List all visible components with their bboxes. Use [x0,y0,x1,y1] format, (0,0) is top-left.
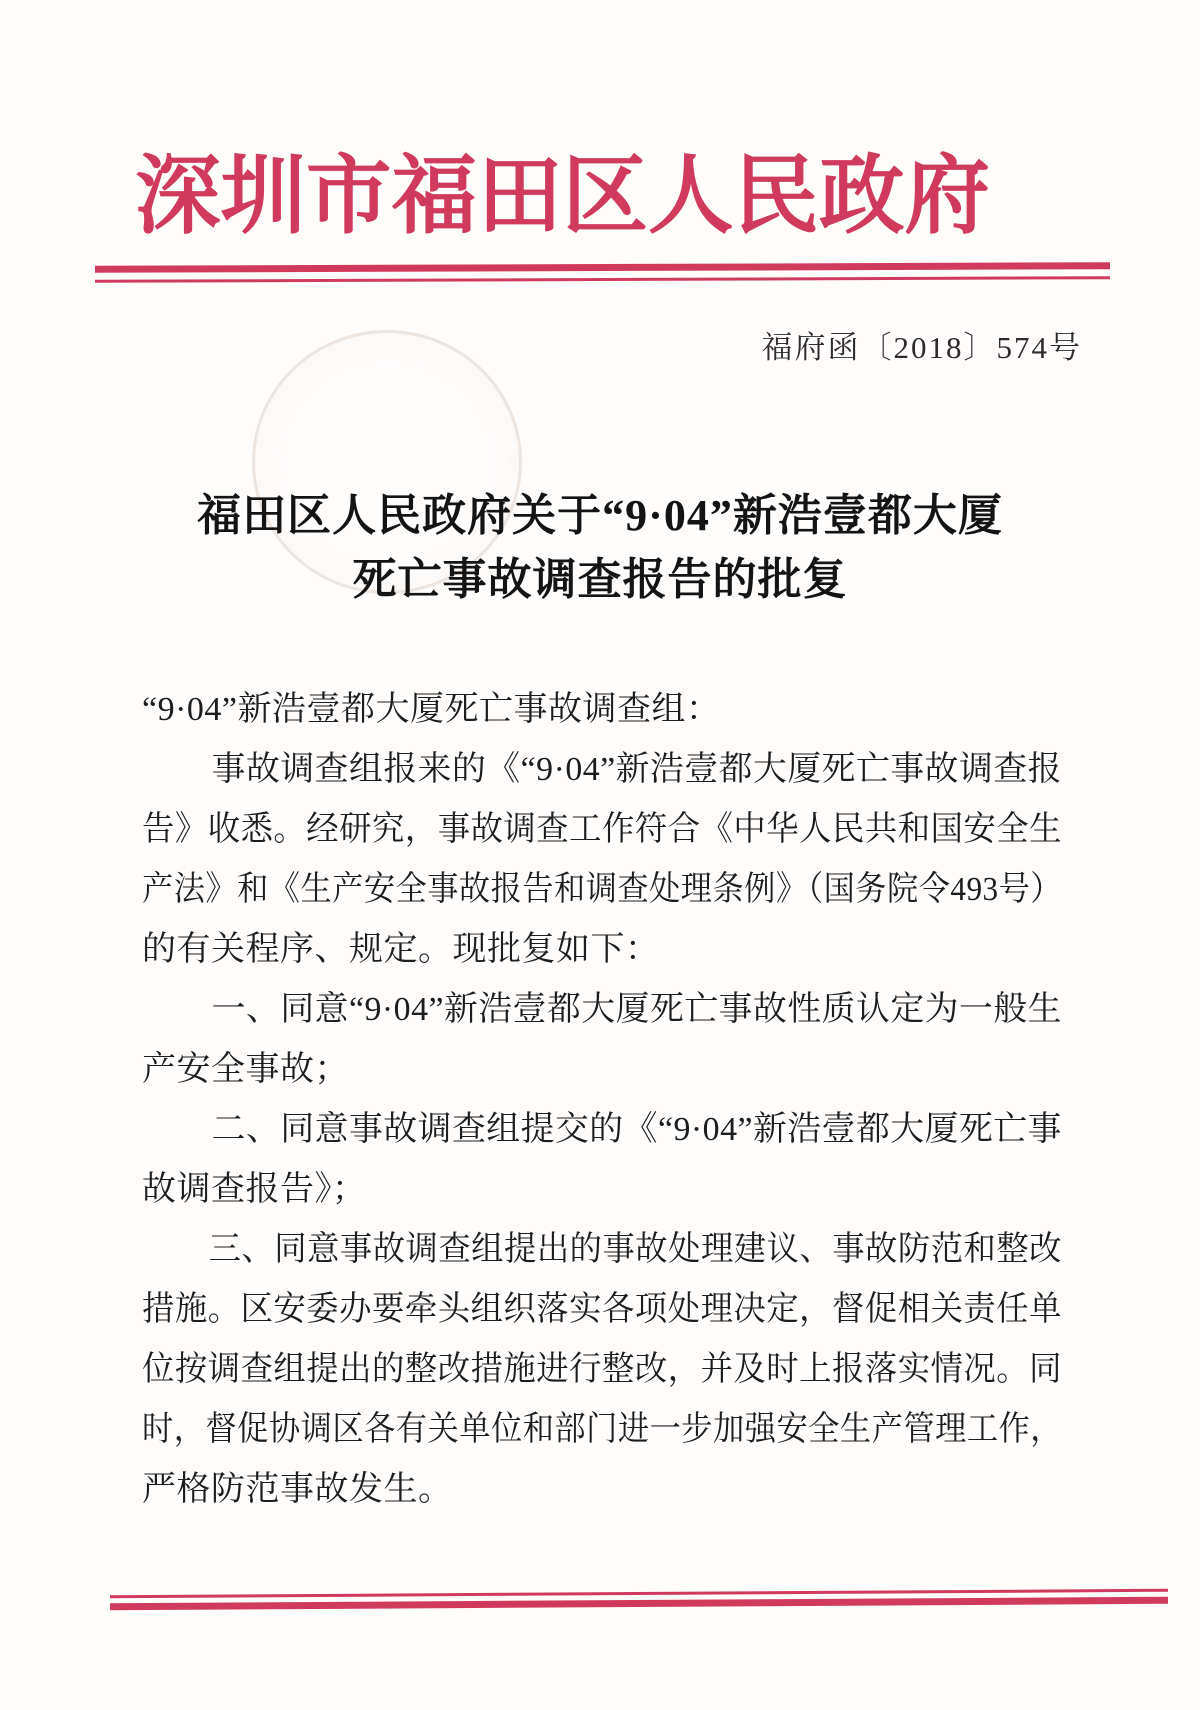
body-line [142,800,1062,860]
body-line-text: 产法》和《生产安全事故报告和调查处理条例》（国务院令493号） [142,871,1062,908]
header-rule-thin [95,276,1110,283]
body-line-text: 产安全事故； [142,1051,349,1088]
body-line [142,1220,1062,1280]
body-line-text: 事故调查组报来的《“9·04”新浩壹都大厦死亡事故调查报 [211,751,1063,788]
body-line-text: 的有关程序、规定。现批复如下： [142,931,660,968]
body-line-text: 一、同意“9·04”新浩壹都大厦死亡事故性质认定为一般生 [211,991,1063,1028]
body-line [142,860,1062,920]
document-title [30,484,1170,612]
body-line-text: “9·04”新浩壹都大厦死亡事故调查组： [142,691,721,728]
document-title-line1: 福田区人民政府关于“9·04”新浩壹都大厦 [197,491,1003,540]
body-line [142,1160,1062,1220]
body-line [142,1340,1062,1400]
body-line [142,1280,1062,1340]
body-line-text: 告》收悉。经研究，事故调查工作符合《中华人民共和国安全生 [142,811,1062,848]
body-line [142,680,1062,740]
agency-name [135,144,990,248]
document-title-line2: 死亡事故调查报告的批复 [352,555,848,604]
agency-name-text: 深圳市福田区人民政府 [135,148,990,244]
body-line-text: 位按调查组提出的整改措施进行整改，并及时上报落实情况。同 [142,1351,1062,1388]
header-rule-thick [95,262,1110,273]
document-body [142,680,1062,1520]
document-number: 福府函〔2018〕574号 [761,330,1082,365]
body-line-text: 措施。区安委办要牵头组织落实各项处理决定，督促相关责任单 [142,1291,1062,1328]
body-line-text: 三、同意事故调查组提出的事故处理建议、事故防范和整改 [208,1231,1062,1268]
body-line-text: 严格防范事故发生。 [142,1471,453,1508]
body-line [142,740,1062,800]
body-line [142,980,1062,1040]
body-line [142,1100,1062,1160]
body-line-text: 二、同意事故调查组提交的《“9·04”新浩壹都大厦死亡事 [211,1111,1063,1148]
body-line-text: 故调查报告》； [142,1171,367,1208]
body-line [142,1460,1062,1520]
body-line-text: 时，督促协调区各有关单位和部门进一步加强安全生产管理工作， [142,1411,1062,1448]
body-line [142,920,1062,980]
footer-rule-thick [110,1597,1168,1610]
body-line [142,1040,1062,1100]
body-line [142,1400,1062,1460]
